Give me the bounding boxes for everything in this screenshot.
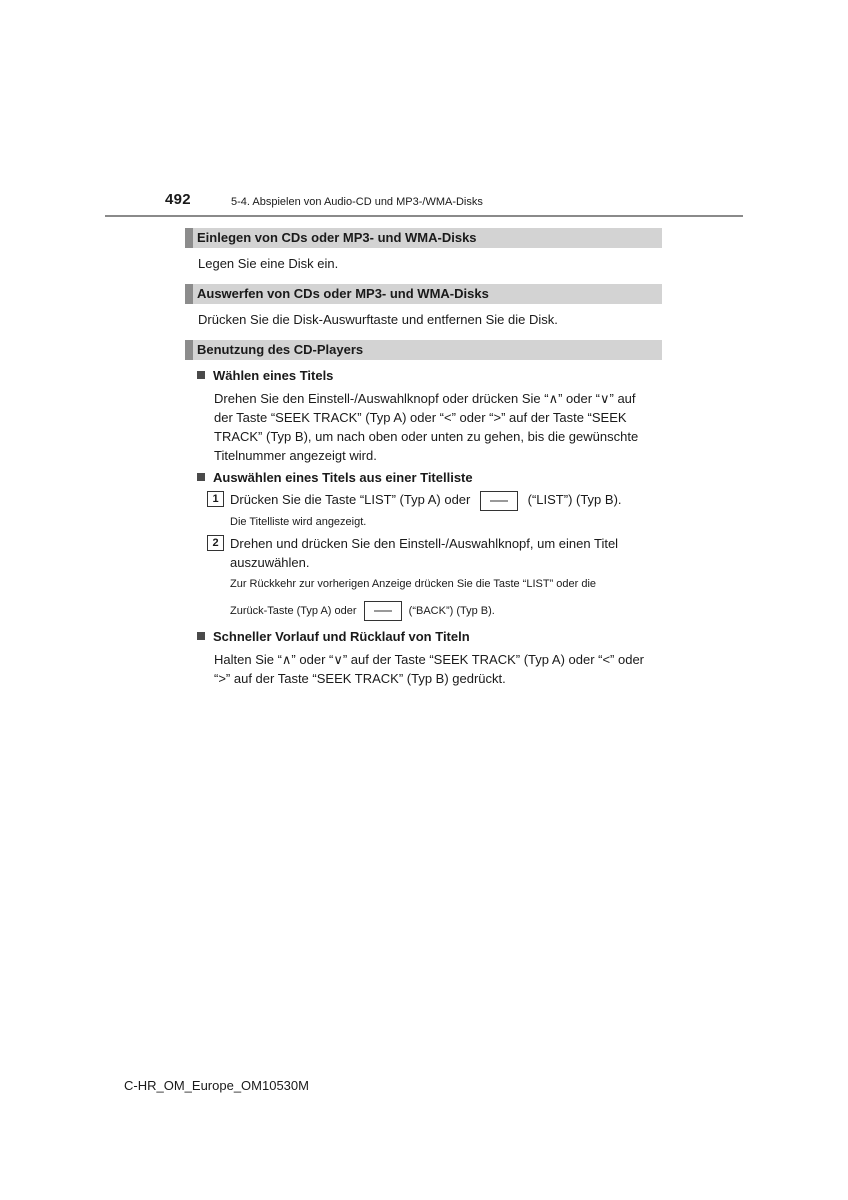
section-text-insert: Legen Sie eine Disk ein.: [198, 256, 339, 271]
bullet-title: Wählen eines Titels: [213, 368, 334, 383]
select-track-line-4: Titelnummer angezeigt wird.: [214, 448, 377, 463]
fast-forward-line-1: Halten Sie “∧” oder “∨” auf der Taste “SEEK TRACK” (Typ A) oder “<” oder: [214, 652, 645, 667]
list-button-icon: [480, 491, 518, 511]
step-number-1: 1: [207, 491, 224, 507]
bullet-select-track: [197, 366, 333, 385]
step-2-line-2: auszuwählen.: [230, 555, 310, 570]
square-bullet-icon: [197, 473, 205, 481]
bullet-title: Schneller Vorlauf und Rücklauf von Titeln: [213, 629, 470, 644]
bullet-fast-forward: [197, 627, 470, 646]
header-divider: [105, 215, 743, 217]
fast-forward-line-2: “>” auf der Taste “SEEK TRACK” (Typ B) gedrückt.: [214, 671, 506, 686]
step-1-text: [230, 490, 622, 511]
page-number: 492: [165, 191, 191, 208]
section-heading-eject: Auswerfen von CDs oder MP3- und WMA-Disks: [185, 284, 662, 304]
step-2-note-after: (“BACK”) (Typ B).: [408, 604, 495, 617]
select-track-line-1: Drehen Sie den Einstell-/Auswahlknopf oder drücken Sie “∧” oder “∨” auf: [214, 391, 636, 406]
step-2-line-1: Drehen und drücken Sie den Einstell-/Auswahlknopf, um einen Titel: [230, 536, 619, 551]
section-heading-insert: Einlegen von CDs oder MP3- und WMA-Disks: [185, 228, 662, 248]
bullet-track-list: [197, 468, 473, 487]
step-1-text-before: Drücken Sie die Taste “LIST” (Typ A) oder: [230, 492, 471, 507]
step-number-2: 2: [207, 535, 224, 551]
step-2-note-before: Zurück-Taste (Typ A) oder: [230, 604, 357, 617]
bullet-title: Auswählen eines Titels aus einer Titelliste: [213, 470, 473, 485]
document-code: C-HR_OM_Europe_OM10530M: [124, 1078, 309, 1093]
select-track-line-2: der Taste “SEEK TRACK” (Typ A) oder “<” oder “>” auf der Taste “SEEK: [214, 410, 627, 425]
square-bullet-icon: [197, 371, 205, 379]
step-1-note: Die Titelliste wird angezeigt.: [230, 516, 367, 528]
chapter-title: 5-4. Abspielen von Audio-CD und MP3-/WMA-Disks: [231, 196, 483, 208]
step-2-note-line-1: Zur Rückkehr zur vorherigen Anzeige drücken Sie die Taste “LIST” oder die: [230, 578, 597, 590]
section-text-eject: Drücken Sie die Disk-Auswurftaste und entfernen Sie die Disk.: [198, 312, 558, 327]
step-1-text-after: (“LIST”) (Typ B).: [527, 492, 622, 507]
back-button-icon: [364, 601, 402, 621]
select-track-line-3: TRACK” (Typ B), um nach oben oder unten zu gehen, bis die gewünschte: [214, 429, 639, 444]
section-heading-cd-player: Benutzung des CD-Players: [185, 340, 662, 360]
step-2-note-line-2: [230, 601, 495, 621]
square-bullet-icon: [197, 632, 205, 640]
